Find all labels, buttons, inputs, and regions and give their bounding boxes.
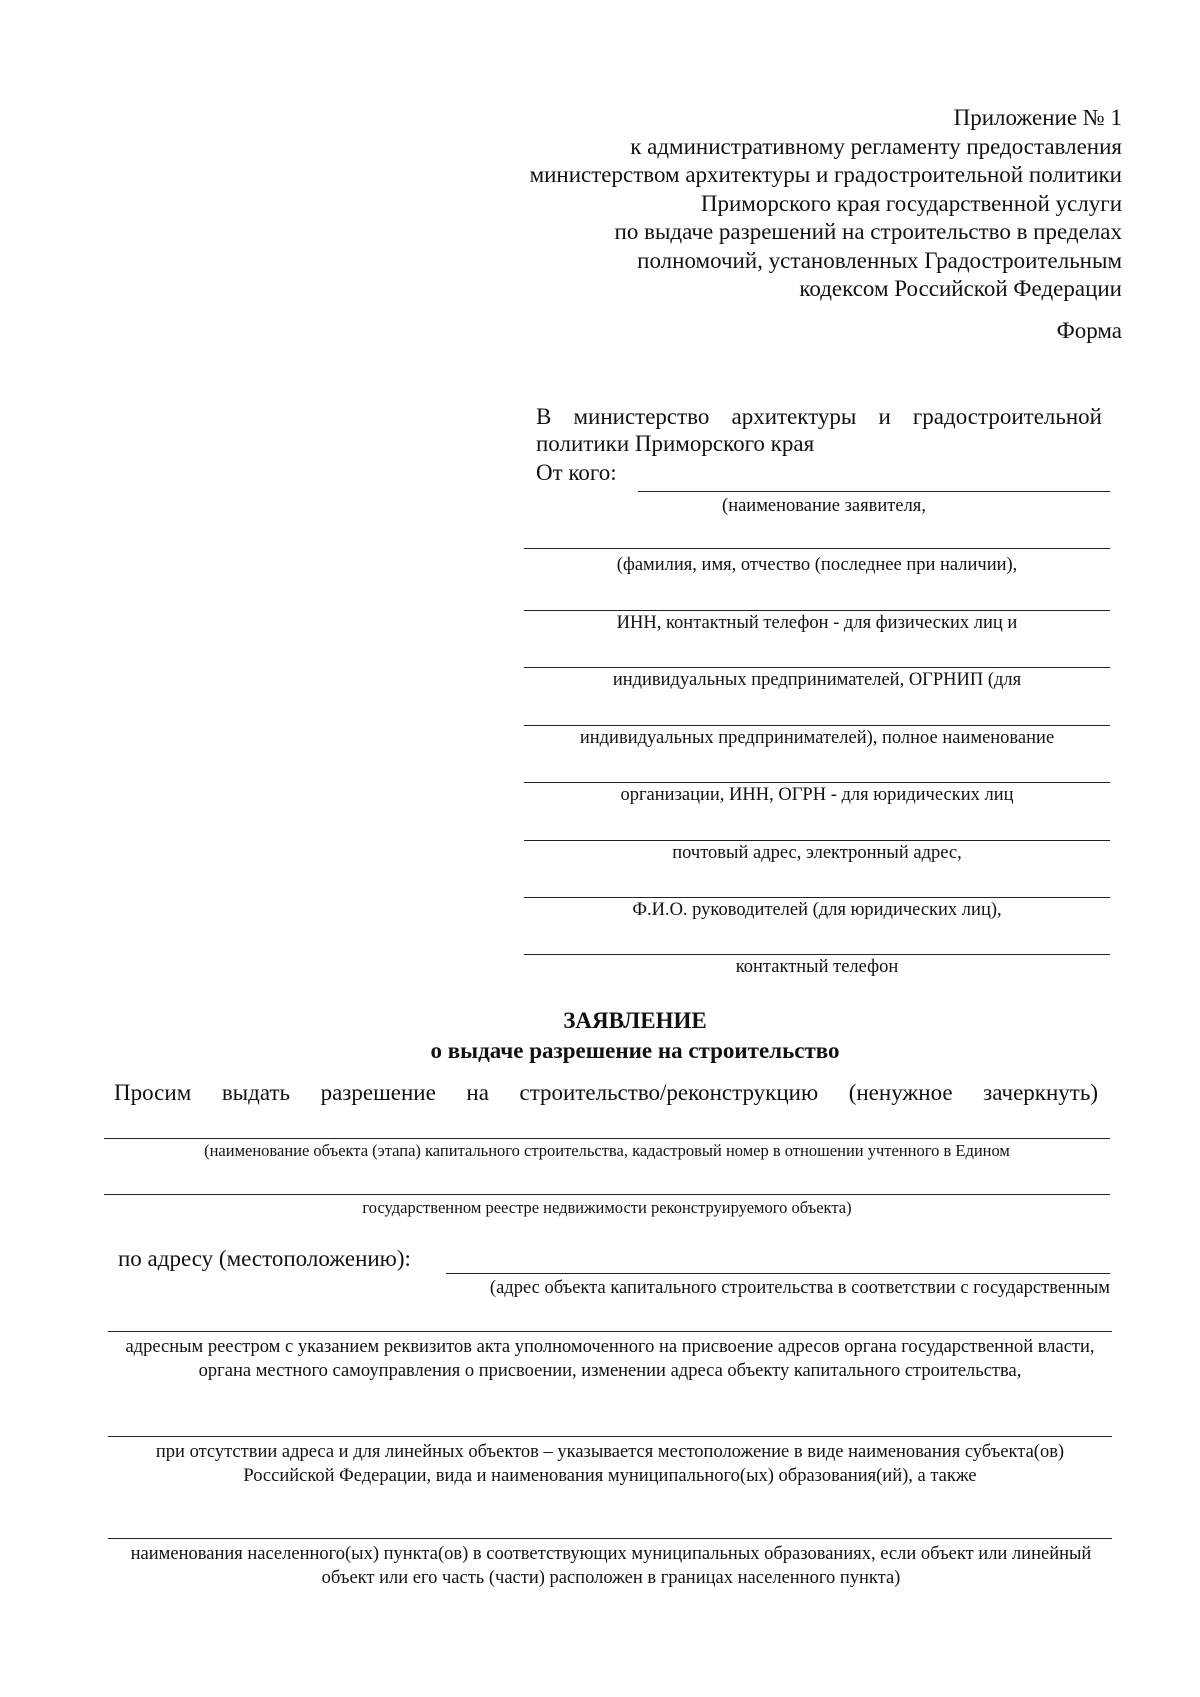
applicant-field-line[interactable] [524, 897, 1110, 898]
address-field-line[interactable] [108, 1538, 1112, 1539]
applicant-field-line[interactable] [524, 954, 1110, 955]
address-label: по адресу (местоположению): [118, 1246, 411, 1271]
address-field-line[interactable] [108, 1331, 1112, 1332]
field-caption: индивидуальных предпринимателей, ОГРНИП (для [612, 670, 1022, 690]
appendix-line: министерством архитектуры и градостроительной политики [529, 162, 1122, 187]
applicant-field-line[interactable] [524, 782, 1110, 783]
applicant-field-line[interactable] [524, 840, 1110, 841]
request-text: Просим выдать разрешение на строительство/реконструкцию (ненужное зачеркнуть) [114, 1080, 1098, 1105]
appendix-line: по выдаче разрешений на строительство в пределах [614, 219, 1122, 244]
field-caption: ИНН, контактный телефон - для физических лиц и [616, 613, 1018, 633]
appendix-header [430, 104, 1122, 304]
field-caption: (наименование заявителя, [722, 496, 926, 516]
field-caption: контактный телефон [735, 957, 899, 977]
appendix-line: Приложение № 1 [953, 105, 1122, 130]
applicant-field-line[interactable] [524, 548, 1110, 549]
field-caption: Ф.И.О. руководителей (для юридических лиц), [632, 900, 1002, 920]
appendix-line: Приморского края государственной услуги [700, 190, 1122, 216]
object-caption: государственном реестре недвижимости реконструируемого объекта) [362, 1198, 852, 1217]
field-caption: организации, ИНН, ОГРН - для юридических лиц [620, 785, 1014, 805]
applicant-field-line[interactable] [524, 610, 1110, 611]
applicant-field-line[interactable] [524, 667, 1110, 668]
address-field-line[interactable] [108, 1436, 1112, 1437]
field-caption: почтовый адрес, электронный адрес, [672, 843, 962, 863]
statement-subtitle: о выдаче разрешение на строительство [430, 1038, 840, 1063]
recipient-line-1: В министерство архитектуры и градостроительной [536, 404, 1102, 429]
field-caption: индивидуальных предпринимателей), полное наименование [579, 728, 1055, 748]
field-caption: (фамилия, имя, отчество (последнее при наличии), [616, 555, 1018, 575]
from-label: От кого: [536, 460, 617, 485]
object-field-line[interactable] [104, 1194, 1110, 1195]
address-caption: наименования населенного(ых) пункта(ов) в соответствующих муниципальных образованиях, если объект или линейный объект или его часть (части) расположен в границах населенного пункта) [130, 1544, 1092, 1588]
address-field-line[interactable] [446, 1273, 1110, 1274]
object-caption: (наименование объекта (этапа) капитального строительства, кадастровый номер в отношении учтенного в Едином [204, 1141, 1010, 1160]
address-caption: при отсутствии адреса и для линейных объектов – указывается местоположение в виде наименования субъекта(ов) Российской Федерации, вида и наименования муниципального(ых) образования(ий), а также [155, 1442, 1065, 1486]
applicant-field-line[interactable] [638, 491, 1110, 492]
statement-title: ЗАЯВЛЕНИЕ [563, 1008, 707, 1033]
appendix-line: кодексом Российской Федерации [799, 276, 1122, 301]
address-caption: (адрес объекта капитального строительства в соответствии с государственным [489, 1278, 1110, 1298]
appendix-line: полномочий, установленных Градостроительным [637, 247, 1122, 273]
applicant-field-line[interactable] [524, 725, 1110, 726]
form-label: Форма [1056, 318, 1122, 343]
address-caption: адресным реестром с указанием реквизитов акта уполномоченного на присвоение адресов органа государственной власти, органа местного самоуправления о присвоении, изменении адреса объекту капитального строительства, [125, 1337, 1095, 1381]
appendix-line: к административному регламенту предоставления [630, 133, 1122, 159]
recipient-line-2: политики Приморского края [536, 431, 815, 456]
object-field-line[interactable] [104, 1138, 1110, 1139]
